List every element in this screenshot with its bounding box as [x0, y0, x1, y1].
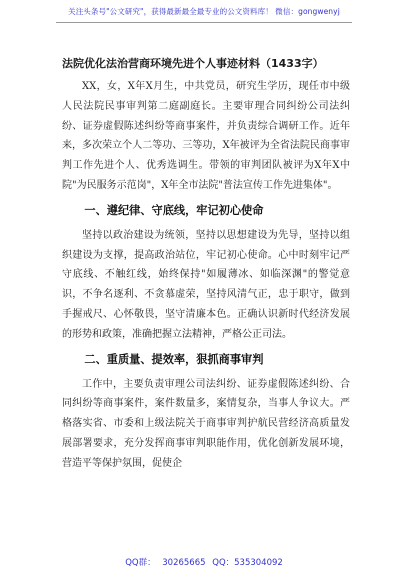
section-heading-1: 一、遵纪律、守底线，牢记初心使命	[84, 203, 264, 217]
footer-qq: QQ：535304092	[212, 558, 283, 568]
document-body	[62, 56, 350, 474]
footer-qq-group: QQ群： 30265665	[125, 558, 206, 568]
document-title: 法院优化法治营商环境先进个人事迹材料（1433字）	[62, 57, 324, 70]
header-divider	[56, 22, 352, 23]
section-heading-2: 二、重质量、提效率，狠抓商事审判	[84, 352, 264, 366]
section-1-paragraph: 坚持以政治建设为统领，坚持以思想建设为先导，坚持以组织建设为支撑，提高政治站位，牢记初心使命。心中时刻牢记严守底线、不触红线，始终保持"如履薄冰、如临深渊"的警觉意识，不争名逐利、不贪慕虚荣，坚持风清气正，忠于职守，做到手握戒尺、心怀敬畏，坚守清廉本色。正确认识新时代经济发展的形势和政策，准确把握立法精神，严格公正司法。	[62, 229, 350, 340]
intro-paragraph: XX，女，X年X月生，中共党员，研究生学历，现任市中级人民法院民事审判第二庭副庭长。主要审理合同纠纷公司法纠纷、证券虚假陈述纠纷等商事案件，并负责综合调研工作。近年来，多次荣立个人二等功、三等功，X年被评为全省法院民商事审判工作先进个人、优秀选调生。带领的审判团队被评为X年X中院"为民服务示范岗"，X年全市法院"普法宣传工作先进集体"。	[62, 81, 350, 191]
footer-contact	[0, 556, 408, 568]
header-promo-note: 关注头条号"公文研究"，获得最新最全最专业的公文资料库！ 微信：gongwenyj	[68, 7, 340, 16]
section-2-paragraph: 工作中，主要负责审理公司法纠纷、证券虚假陈述纠纷、合同纠纷等商事案件，案件数量多，案情复杂，当事人争议大。严格落实省、市委和上级法院关于商事审判护航民营经济高质量发展部署要求，充分发挥商事审判职能作用，优化创新发展环境，营造平等保护氛围，促使企	[62, 378, 350, 469]
